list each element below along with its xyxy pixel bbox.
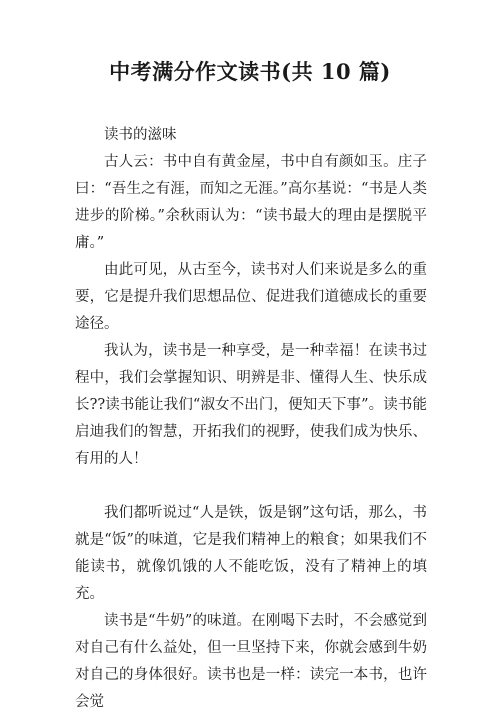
paragraph-2: 由此可见，从古至今，读书对人们来说是多么的重要，它是提升我们思想品位、促进我们道德成长的重要途径。 [75,262,427,332]
section-heading: 读书的滋味 [104,127,177,143]
paragraph-4: 我们都听说过“人是铁，饭是钢”这句话，那么，书就是“饭”的味道，它是我们精神上的粮食；如果我们不能读书，就像饥饿的人不能吃饭，没有了精神上的填充。 [75,505,427,602]
paragraph-5: 读书是“牛奶”的味道。在刚喝下去时，不会感觉到对自己有什么益处，但一旦坚持下来，你就会感到牛奶对自己的身体很好。读书也是一样：读完一本书，也许会觉 [75,613,427,710]
paragraph-1: 古人云：书中自有黄金屋，书中自有颜如玉。庄子曰：“吾生之有涯，而知之无涯。”高尔基说：“书是人类进步的阶梯。”余秋雨认为：“读书最大的理由是摆脱平庸。” [75,154,427,251]
paragraph-3: 我认为，读书是一种享受，是一种幸福！在读书过程中，我们会掌握知识、明辨是非、懂得人生、快乐成长??读书能让我们“淑女不出门，便知天下事”。读书能启迪我们的智慧，开拓我们的视野，使我们成为快乐、有用的人！ [75,343,427,467]
document-title: 中考满分作文读书(共 10 篇) [109,59,391,84]
document-body [75,122,427,716]
paragraph-gap [75,473,427,500]
